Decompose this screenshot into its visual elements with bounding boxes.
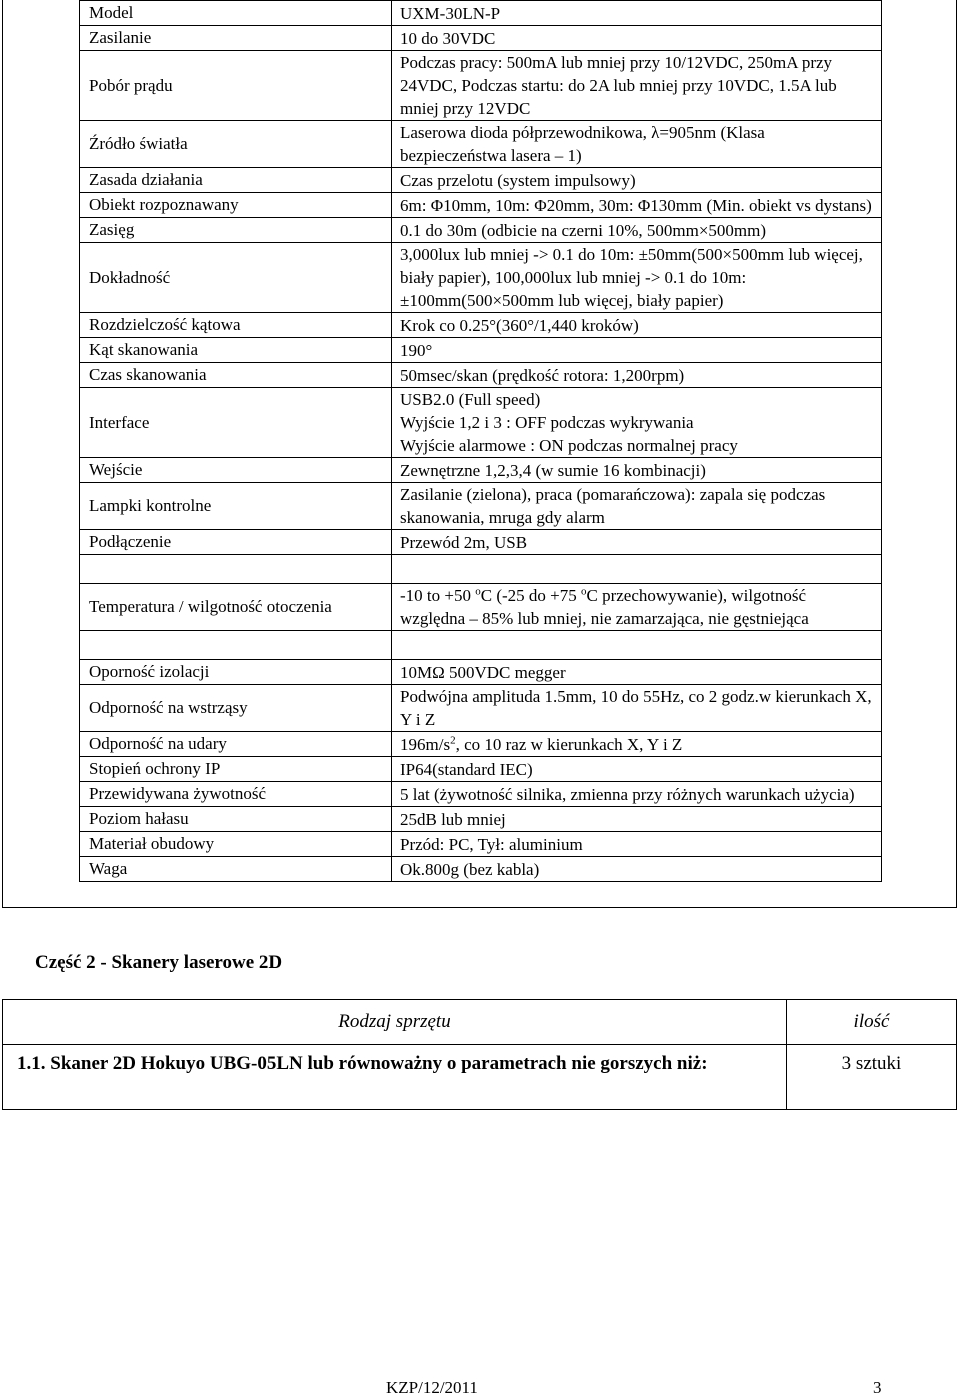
spec-value-line: Wyjście 1,2 i 3 : OFF podczas wykrywania bbox=[400, 413, 694, 432]
table-header-row bbox=[3, 1000, 957, 1045]
spec-label: Przewidywana żywotność bbox=[80, 782, 392, 807]
spec-label: Dokładność bbox=[80, 243, 392, 313]
column-header-qty: ilość bbox=[787, 1000, 957, 1045]
table-row bbox=[80, 388, 882, 458]
spec-value-part: 196m/s bbox=[400, 734, 451, 754]
table-row bbox=[80, 218, 882, 243]
table-row bbox=[80, 458, 882, 483]
table-row bbox=[80, 660, 882, 685]
spec-value-part: -10 to +50 bbox=[400, 586, 476, 605]
spec-value: 6m: Φ10mm, 10m: Φ20mm, 30m: Φ130mm (Min. obiekt vs dystans) bbox=[392, 193, 882, 218]
table-row bbox=[80, 685, 882, 732]
spec-value: 5 lat (żywotność silnika, zmienna przy różnych warunkach użycia) bbox=[392, 782, 882, 807]
spec-value: 25dB lub mniej bbox=[392, 807, 882, 832]
spec-label bbox=[80, 555, 392, 584]
item-description: 1.1. Skaner 2D Hokuyo UBG-05LN lub równoważny o parametrach nie gorszych niż: bbox=[3, 1045, 787, 1110]
spec-value bbox=[392, 732, 882, 757]
spec-label: Model bbox=[80, 1, 392, 26]
spec-table bbox=[79, 0, 882, 882]
spec-label: Zasilanie bbox=[80, 26, 392, 51]
spec-label: Poziom hałasu bbox=[80, 807, 392, 832]
table-row bbox=[80, 313, 882, 338]
spec-value bbox=[392, 631, 882, 660]
table-row bbox=[80, 631, 882, 660]
table-row bbox=[80, 243, 882, 313]
spec-label: Materiał obudowy bbox=[80, 832, 392, 857]
spec-value-part: , co 10 raz w kierunkach X, Y i Z bbox=[455, 734, 683, 754]
spec-label: Odporność na wstrząsy bbox=[80, 685, 392, 732]
spec-value: UXM-30LN-P bbox=[392, 1, 882, 26]
spec-value bbox=[392, 555, 882, 584]
spec-label: Odporność na udary bbox=[80, 732, 392, 757]
table-row bbox=[80, 530, 882, 555]
exponent-mark: 2 bbox=[450, 733, 456, 746]
spec-label: Stopień ochrony IP bbox=[80, 757, 392, 782]
spec-label: Kąt skanowania bbox=[80, 338, 392, 363]
spec-label: Waga bbox=[80, 857, 392, 882]
table-row bbox=[80, 51, 882, 121]
spec-value: IP64(standard IEC) bbox=[392, 757, 882, 782]
table-row bbox=[80, 555, 882, 584]
spec-value: Podczas pracy: 500mA lub mniej przy 10/12VDC, 250mA przy 24VDC, Podczas startu: do 2A lub mniej przy 10VDC, 1.5A lub mniej przy 12VDC bbox=[392, 51, 882, 121]
spec-label: Obiekt rozpoznawany bbox=[80, 193, 392, 218]
spec-value: Przewód 2m, USB bbox=[392, 530, 882, 555]
spec-label: Lampki kontrolne bbox=[80, 483, 392, 530]
table-row bbox=[3, 1045, 957, 1110]
table-row bbox=[80, 121, 882, 168]
table-row bbox=[80, 757, 882, 782]
spec-label: Podłączenie bbox=[80, 530, 392, 555]
degree-mark: o bbox=[475, 585, 481, 598]
order-table bbox=[2, 999, 957, 1110]
spec-label: Źródło światła bbox=[80, 121, 392, 168]
page-number: 3 bbox=[873, 1378, 882, 1397]
column-header-item: Rodzaj sprzętu bbox=[3, 1000, 787, 1045]
spec-label: Zasięg bbox=[80, 218, 392, 243]
spec-label bbox=[80, 631, 392, 660]
spec-value: Przód: PC, Tył: aluminium bbox=[392, 832, 882, 857]
degree-mark: o bbox=[580, 585, 587, 598]
table-row bbox=[80, 193, 882, 218]
table-row bbox=[80, 1, 882, 26]
spec-value: Zasilanie (zielona), praca (pomarańczowa): zapala się podczas skanowania, mruga gdy alarm bbox=[392, 483, 882, 530]
table-row bbox=[80, 782, 882, 807]
spec-value: 10 do 30VDC bbox=[392, 26, 882, 51]
item-quantity: 3 sztuki bbox=[787, 1045, 957, 1110]
spec-value: Laserowa dioda półprzewodnikowa, λ=905nm (Klasa bezpieczeństwa lasera – 1) bbox=[392, 121, 882, 168]
spec-value bbox=[392, 584, 882, 631]
spec-label: Rozdzielczość kątowa bbox=[80, 313, 392, 338]
spec-value: 50msec/skan (prędkość rotora: 1,200rpm) bbox=[392, 363, 882, 388]
spec-value: Ok.800g (bez kabla) bbox=[392, 857, 882, 882]
spec-value: Podwójna amplituda 1.5mm, 10 do 55Hz, co 2 godz.w kierunkach X, Y i Z bbox=[392, 685, 882, 732]
table-row bbox=[80, 857, 882, 882]
spec-label: Wejście bbox=[80, 458, 392, 483]
table-row bbox=[80, 807, 882, 832]
spec-value bbox=[392, 388, 882, 458]
spec-label: Zasada działania bbox=[80, 168, 392, 193]
table-row bbox=[80, 483, 882, 530]
spec-value-line: Wyjście alarmowe : ON podczas normalnej pracy bbox=[400, 436, 738, 455]
spec-value-line: USB2.0 (Full speed) bbox=[400, 390, 541, 409]
spec-value-part: C (-25 do +75 bbox=[480, 586, 581, 605]
spec-value: 0.1 do 30m (odbicie na czerni 10%, 500mm×500mm) bbox=[392, 218, 882, 243]
document-reference: KZP/12/2011 bbox=[386, 1378, 478, 1397]
section-title: Część 2 - Skanery laserowe 2D bbox=[35, 952, 283, 973]
spec-label: Oporność izolacji bbox=[80, 660, 392, 685]
table-row bbox=[80, 732, 882, 757]
spec-value: Krok co 0.25°(360°/1,440 kroków) bbox=[392, 313, 882, 338]
spec-value: 3,000lux lub mniej -> 0.1 do 10m: ±50mm(500×500mm lub więcej, biały papier), 100,000lux lub mniej -> 0.1 do 10m: ±100mm(500×500mm lub więcej, biały papier) bbox=[392, 243, 882, 313]
table-row bbox=[80, 26, 882, 51]
table-row bbox=[80, 168, 882, 193]
table-row bbox=[80, 338, 882, 363]
spec-label: Czas skanowania bbox=[80, 363, 392, 388]
spec-label: Temperatura / wilgotność otoczenia bbox=[80, 584, 392, 631]
table-row bbox=[80, 832, 882, 857]
spec-value: 10MΩ 500VDC megger bbox=[392, 660, 882, 685]
spec-value: Zewnętrzne 1,2,3,4 (w sumie 16 kombinacji) bbox=[392, 458, 882, 483]
spec-value-part: C przechowywanie), wilgotność względna – 85% lub mniej, nie zamarzająca, nie gęstniejąca bbox=[400, 586, 809, 628]
spec-label: Pobór prądu bbox=[80, 51, 392, 121]
spec-value: Czas przelotu (system impulsowy) bbox=[392, 168, 882, 193]
table-row bbox=[80, 363, 882, 388]
spec-label: Interface bbox=[80, 388, 392, 458]
table-row bbox=[80, 584, 882, 631]
spec-value: 190° bbox=[392, 338, 882, 363]
